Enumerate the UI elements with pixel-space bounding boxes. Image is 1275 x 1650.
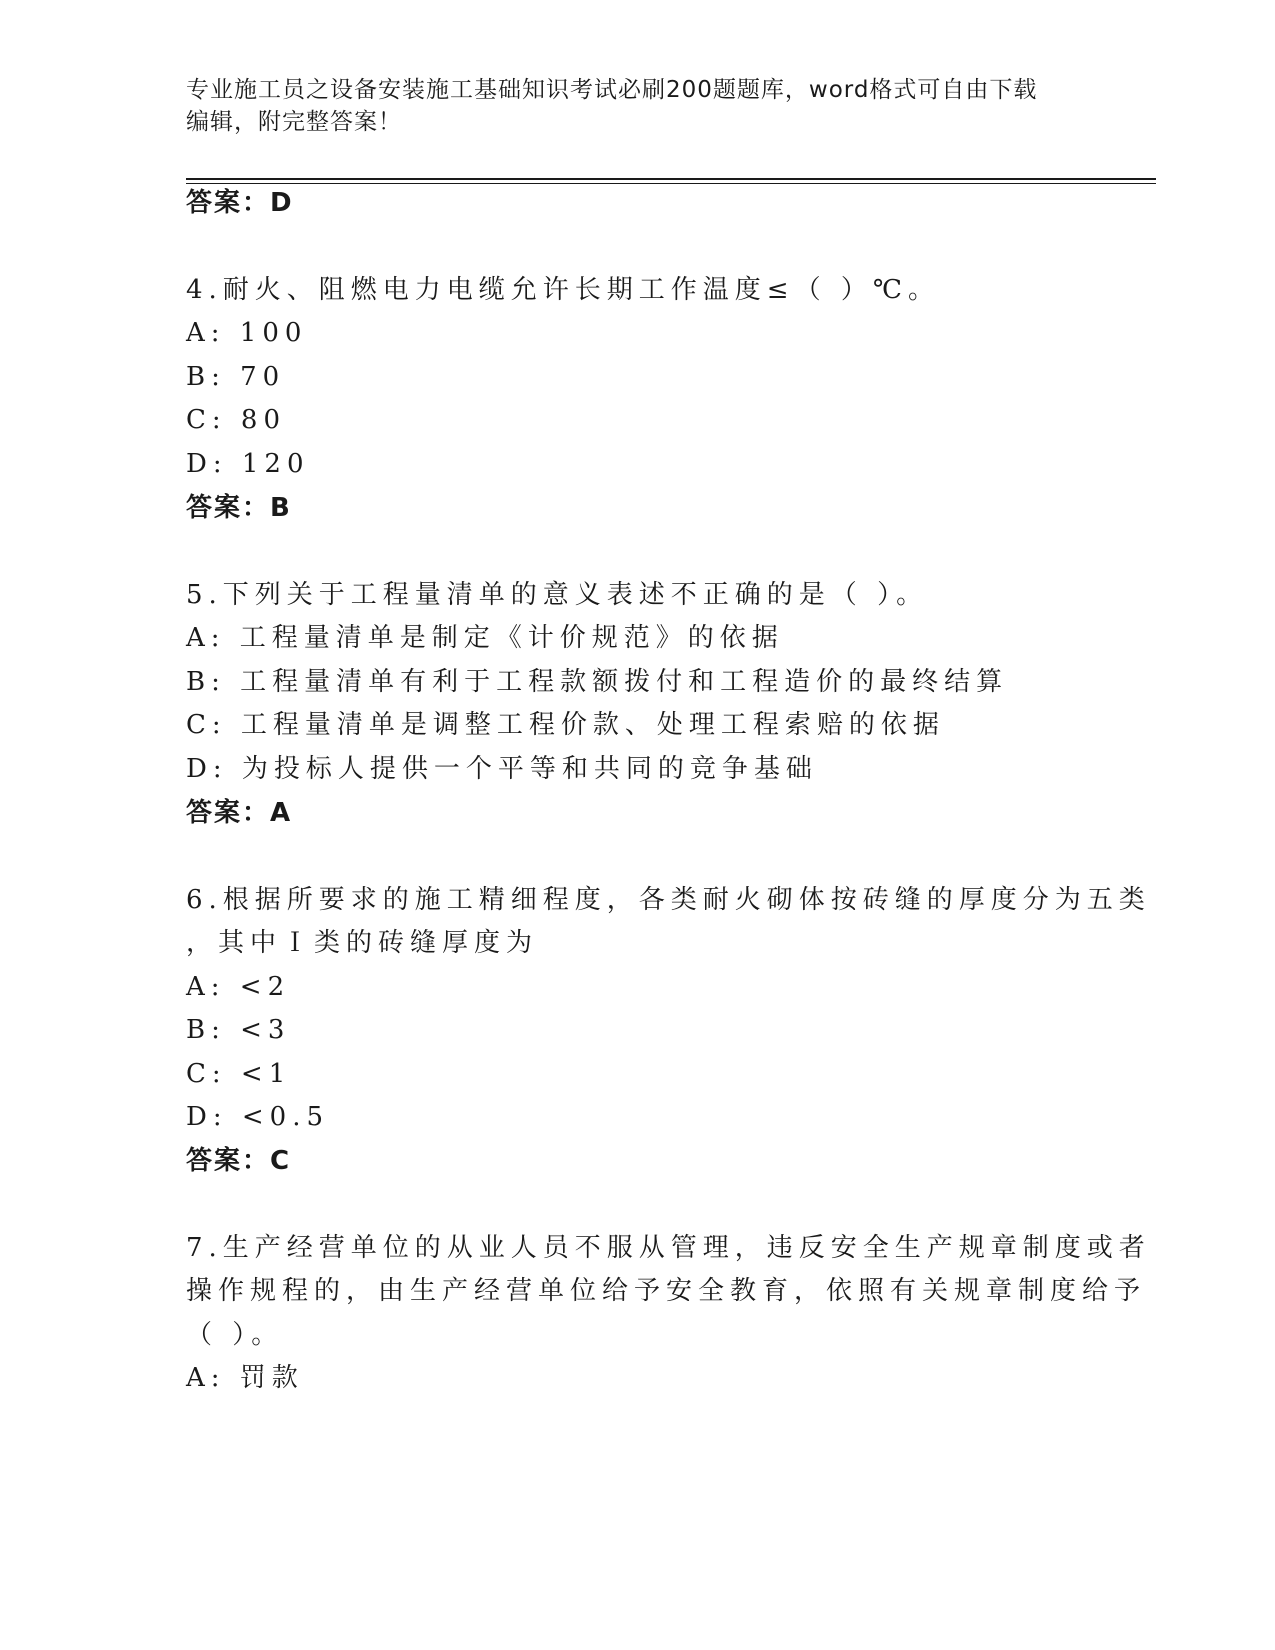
q5-option-d: D: 为投标人提供一个平等和共同的竞争基础	[186, 754, 818, 784]
header-rule-thick	[186, 178, 1156, 180]
q7-stem-line3: （ ）。	[186, 1320, 284, 1350]
q6-option-a: A: <2	[186, 972, 291, 1002]
header-title-line2: 编辑，附完整答案！	[186, 109, 402, 135]
q5-option-b: B: 工程量清单有利于工程款额拨付和工程造价的最终结算	[186, 667, 1009, 697]
q4-option-d: D: 120	[186, 449, 310, 479]
header-rule-thin	[186, 183, 1156, 184]
q6-option-c: C: <1	[186, 1059, 292, 1089]
q5-answer: 答案：A	[186, 798, 293, 828]
document-header	[186, 74, 1086, 138]
document-page	[186, 0, 1156, 1650]
q5-stem: 5.下列关于工程量清单的意义表述不正确的是（ ）。	[186, 580, 929, 610]
q6-answer: 答案：C	[186, 1146, 292, 1176]
q6-stem-line2: ，其中Ｉ类的砖缝厚度为	[186, 928, 539, 958]
q6-stem-line1: 6.根据所要求的施工精细程度，各类耐火砌体按砖缝的厚度分为五类	[186, 885, 1151, 915]
q4-option-b: B: 70	[186, 362, 286, 392]
q6-option-b: B: <3	[186, 1015, 291, 1045]
q4-option-a: A: 100	[186, 318, 308, 348]
q7-option-a: A: 罚款	[186, 1363, 304, 1393]
q7-stem-line2: 操作规程的，由生产经营单位给予安全教育，依照有关规章制度给予	[186, 1276, 1147, 1306]
header-title-line1: 专业施工员之设备安装施工基础知识考试必刷200题题库，word格式可自由下载	[186, 77, 1038, 103]
q4-stem: 4.耐火、阻燃电力电缆允许长期工作温度≤（ ）℃。	[186, 275, 940, 305]
q5-option-a: A: 工程量清单是制定《计价规范》的依据	[186, 623, 784, 653]
q7-stem-line1: 7.生产经营单位的从业人员不服从管理，违反安全生产规章制度或者	[186, 1233, 1151, 1263]
q4-option-c: C: 80	[186, 405, 287, 435]
q4-answer: 答案：B	[186, 493, 292, 523]
q6-option-d: D: <0.5	[186, 1102, 330, 1132]
q5-option-c: C: 工程量清单是调整工程价款、处理工程索赔的依据	[186, 710, 945, 740]
answer-previous: 答案：D	[186, 188, 294, 218]
